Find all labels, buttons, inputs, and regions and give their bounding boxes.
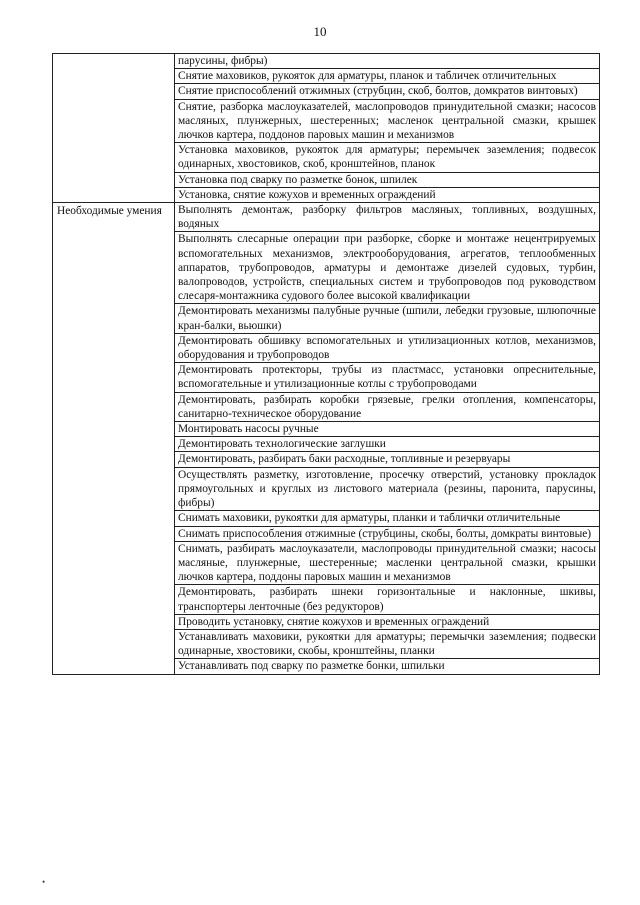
table-cell: Демонтировать, разбирать шнеки горизонтальные и наклонные, шкивы, транспортеры ленточные (без редукторов) (175, 585, 600, 614)
scan-mark: • (42, 877, 46, 887)
table-row (53, 203, 600, 232)
section-label-skills: Необходимые умения (53, 203, 175, 675)
table-cell: Монтировать насосы ручные (175, 422, 600, 437)
table-cell: Снятие, разборка маслоуказателей, маслопроводов принудительной смазки; насосов масляных, плунжерных, шестеренных; масленок центральной смазки, крышек лючков картера, поддонов паровых машин и механизмов (175, 99, 600, 143)
table-cell: Демонтировать протекторы, трубы из пластмасс, установки опреснительные, вспомогательные и утилизационные котлы с трубопроводами (175, 363, 600, 392)
table-cell: Осуществлять разметку, изготовление, просечку отверстий, установку прокладок прямоугольных и круглых из листового материала (резины, паронита, парусины, фибры) (175, 467, 600, 511)
table-cell: Установка маховиков, рукояток для арматуры; перемычек заземления; подвесок одинарных, хвостовиков, скоб, кронштейнов, планок (175, 143, 600, 172)
table-cell: Снятие приспособлений отжимных (струбцин, скоб, болтов, домкратов винтовых) (175, 84, 600, 99)
table-cell: Выполнять слесарные операции при разборке, сборке и монтаже нецентрируемых вспомогательных механизмов, электрооборудования, агрегатов, теплообменных аппаратов, трубопроводов, арматуры и демонтаже дизелей судовых, турбин, валопроводов, устройств, специальных систем и трубопроводов под руководством слесаря-монтажника судового более высокой квалификации (175, 232, 600, 304)
table-cell: Демонтировать обшивку вспомогательных и утилизационных котлов, механизмов, оборудования и трубопроводов (175, 333, 600, 362)
table-row (53, 54, 600, 69)
table-cell: Выполнять демонтаж, разборку фильтров масляных, топливных, воздушных, водяных (175, 203, 600, 232)
table-cell: Снимать маховики, рукоятки для арматуры, планки и таблички отличительные (175, 511, 600, 526)
table-cell: Снимать, разбирать маслоуказатели, маслопроводы принудительной смазки; насосы масляные, плунжерные, шестеренные; масленки центральной смазки, крышки лючков картера, поддоны паровых машин и механизмов (175, 541, 600, 585)
competency-table (52, 53, 600, 675)
table-cell: Демонтировать технологические заглушки (175, 437, 600, 452)
table-cell: Снятие маховиков, рукояток для арматуры, планок и табличек отличительных (175, 69, 600, 84)
table-cell: Демонтировать, разбирать баки расходные, топливные и резервуары (175, 452, 600, 467)
table-cell: Устанавливать маховики, рукоятки для арматуры; перемычки заземления; подвески одинарные, хвостовики, скобы, кронштейны, планки (175, 629, 600, 658)
table-cell: Проводить установку, снятие кожухов и временных ограждений (175, 614, 600, 629)
table-cell: Установка под сварку по разметке бонок, шпилек (175, 172, 600, 187)
table-cell: Демонтировать механизмы палубные ручные (шпили, лебедки грузовые, шлюпочные кран-балки, вьюшки) (175, 304, 600, 333)
table-cell: Установка, снятие кожухов и временных ограждений (175, 187, 600, 202)
label-cell-empty (53, 54, 175, 203)
table-cell: Устанавливать под сварку по разметке бонки, шпильки (175, 659, 600, 674)
page-number: 10 (313, 24, 327, 39)
table-cell: парусины, фибры) (175, 54, 600, 69)
table-cell: Снимать приспособления отжимные (струбцины, скобы, болты, домкраты винтовые) (175, 526, 600, 541)
table-cell: Демонтировать, разбирать коробки грязевые, грелки отопления, компенсаторы, санитарно-техническое оборудование (175, 392, 600, 421)
